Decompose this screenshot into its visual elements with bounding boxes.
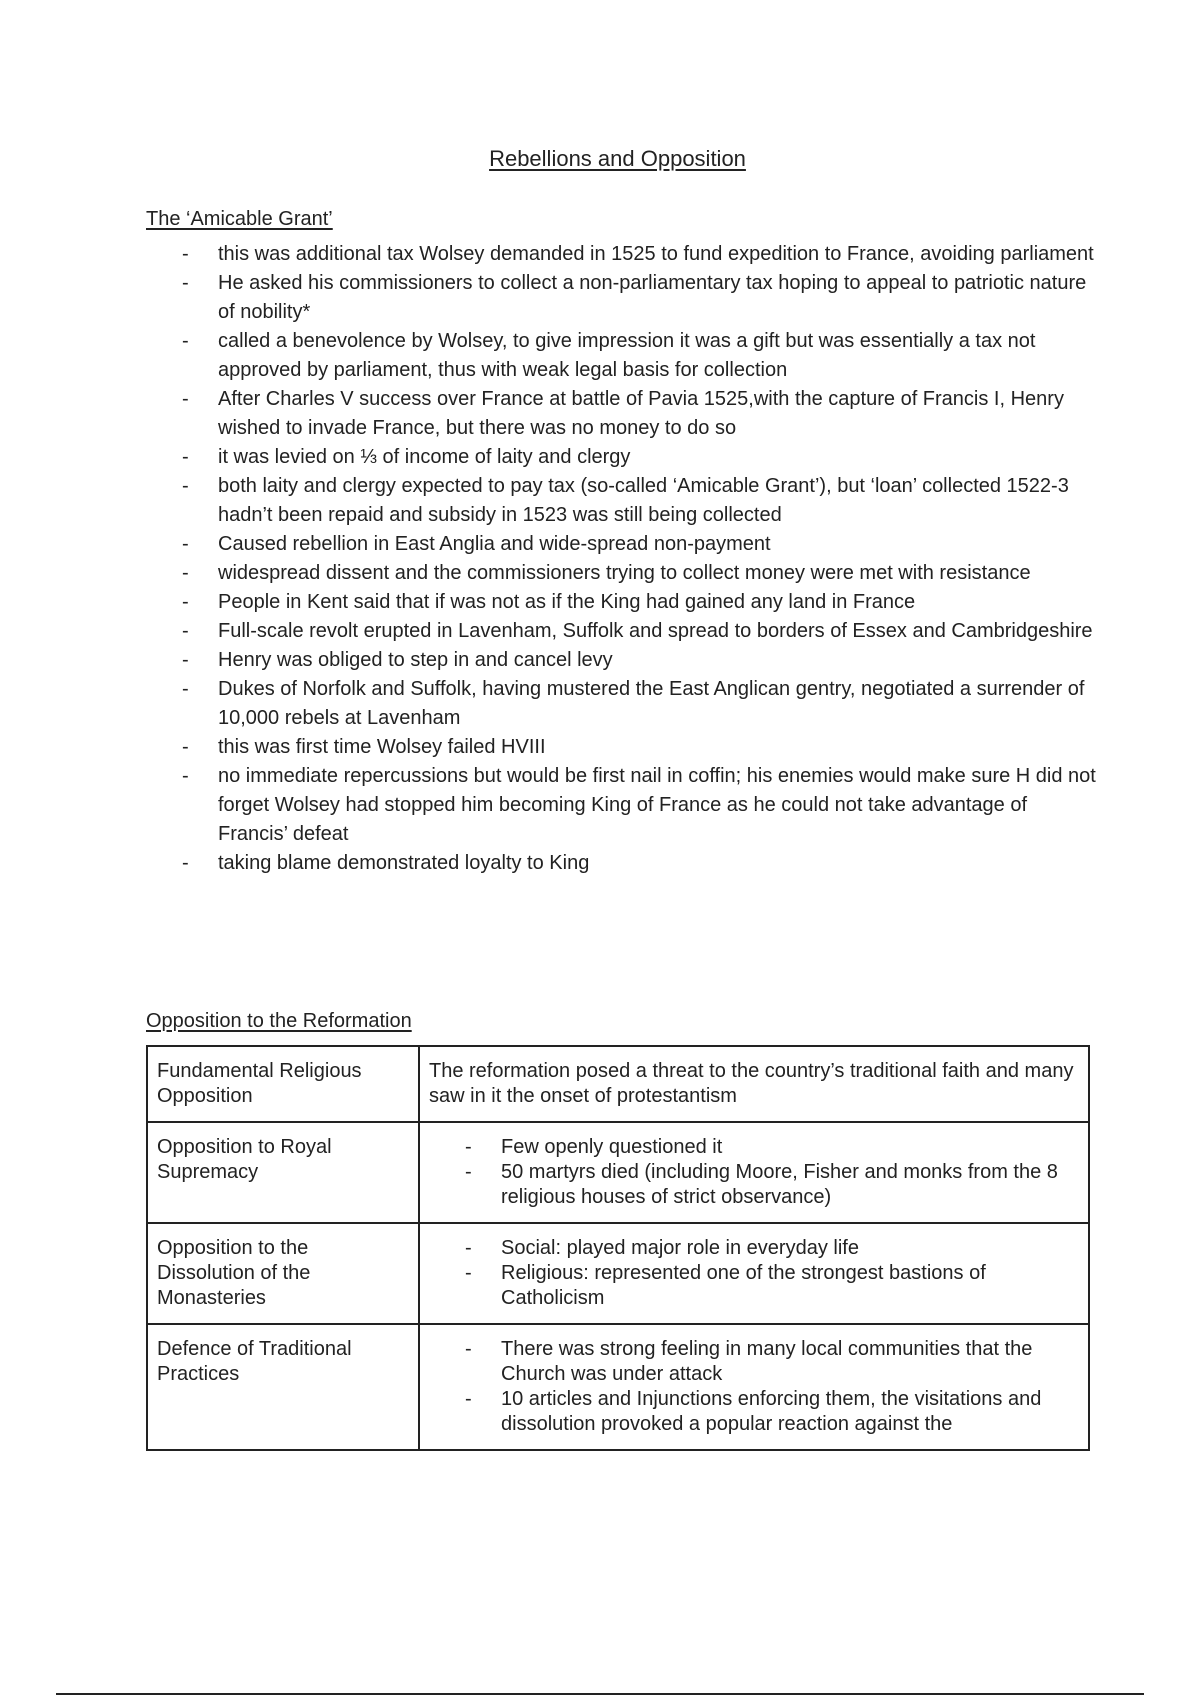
table-row (147, 1046, 1089, 1122)
list-item: - People in Kent said that if was not as if the King had gained any land in France (146, 588, 1096, 617)
dash-bullet-icon: - (182, 852, 189, 874)
row-label-cell: Fundamental Religious Opposition (147, 1046, 419, 1122)
row-label-cell: Opposition to Royal Supremacy (147, 1122, 419, 1223)
dash-bullet-icon: - (465, 1388, 472, 1410)
list-item: - taking blame demonstrated loyalty to King (146, 849, 1096, 878)
dash-bullet-icon: - (182, 678, 189, 700)
row-content-cell (419, 1324, 1089, 1450)
amicable-grant-bullet-list (146, 240, 1096, 878)
dash-bullet-icon: - (182, 475, 189, 497)
list-item: - 10 articles and Injunctions enforcing them, the visitations and dissolution provoked a popular reaction against the (465, 1388, 1042, 1435)
list-item: - no immediate repercussions but would be first nail in coffin; his enemies would make sure H did not forget Wolsey had stopped him becoming King of France as he could not take advantage of Francis’ defeat (146, 762, 1096, 849)
table-row (147, 1223, 1089, 1324)
list-item: - 50 martyrs died (including Moore, Fisher and monks from the 8 religious houses of strict observance) (465, 1161, 1058, 1208)
opposition-table (146, 1045, 1090, 1451)
dash-bullet-icon: - (182, 388, 189, 410)
list-item: - both laity and clergy expected to pay tax (so-called ‘Amicable Grant’), but ‘loan’ collected 1522-3 hadn’t been repaid and subsidy in 1523 was still being collected (146, 472, 1096, 530)
page-title: Rebellions and Opposition (489, 146, 746, 171)
list-item: - this was additional tax Wolsey demanded in 1525 to fund expedition to France, avoiding parliament (146, 240, 1096, 269)
cell-bullet-list (429, 1135, 1079, 1210)
dash-bullet-icon: - (182, 620, 189, 642)
dash-bullet-icon: - (182, 272, 189, 294)
dash-bullet-icon: - (465, 1161, 472, 1183)
list-item: - Henry was obliged to step in and cancel levy (146, 646, 1096, 675)
list-item: - it was levied on ⅓ of income of laity and clergy (146, 443, 1096, 472)
cell-bullet-list (429, 1236, 1079, 1311)
row-label-cell: Defence of Traditional Practices (147, 1324, 419, 1450)
dash-bullet-icon: - (182, 446, 189, 468)
dash-bullet-icon: - (465, 1136, 472, 1158)
table-row (147, 1122, 1089, 1223)
row-label-cell: Opposition to the Dissolution of the Monasteries (147, 1223, 419, 1324)
dash-bullet-icon: - (182, 562, 189, 584)
dash-bullet-icon: - (182, 533, 189, 555)
list-item: - After Charles V success over France at battle of Pavia 1525,with the capture of Francis I, Henry wished to invade France, but there was no money to do so (146, 385, 1096, 443)
list-item: - Few openly questioned it (465, 1136, 723, 1158)
dash-bullet-icon: - (182, 243, 189, 265)
row-content-cell: The reformation posed a threat to the country’s traditional faith and many saw in it the onset of protestantism (419, 1046, 1089, 1122)
dash-bullet-icon: - (182, 591, 189, 613)
dash-bullet-icon: - (182, 765, 189, 787)
list-item: - Full-scale revolt erupted in Lavenham, Suffolk and spread to borders of Essex and Cambridgeshire (146, 617, 1096, 646)
list-item: - Dukes of Norfolk and Suffolk, having mustered the East Anglican gentry, negotiated a surrender of 10,000 rebels at Lavenham (146, 675, 1096, 733)
dash-bullet-icon: - (182, 649, 189, 671)
dash-bullet-icon: - (465, 1338, 472, 1360)
page-bottom-divider (56, 1693, 1144, 1695)
row-content-cell (419, 1223, 1089, 1324)
dash-bullet-icon: - (465, 1237, 472, 1259)
opposition-reformation-heading: Opposition to the Reformation (146, 1010, 412, 1032)
amicable-grant-heading: The ‘Amicable Grant’ (146, 208, 333, 230)
list-item: - Caused rebellion in East Anglia and wide-spread non-payment (146, 530, 1096, 559)
list-item: - Religious: represented one of the strongest bastions of Catholicism (465, 1262, 986, 1309)
list-item: - this was first time Wolsey failed HVIII (146, 733, 1096, 762)
list-item: - He asked his commissioners to collect a non-parliamentary tax hoping to appeal to patriotic nature of nobility* (146, 269, 1096, 327)
table-row (147, 1324, 1089, 1450)
list-item: - Social: played major role in everyday life (465, 1237, 859, 1259)
dash-bullet-icon: - (465, 1262, 472, 1284)
row-content-cell (419, 1122, 1089, 1223)
list-item: - There was strong feeling in many local communities that the Church was under attack (465, 1338, 1033, 1385)
dash-bullet-icon: - (182, 330, 189, 352)
dash-bullet-icon: - (182, 736, 189, 758)
list-item: - called a benevolence by Wolsey, to give impression it was a gift but was essentially a tax not approved by parliament, thus with weak legal basis for collection (146, 327, 1096, 385)
list-item: - widespread dissent and the commissioners trying to collect money were met with resistance (146, 559, 1096, 588)
cell-bullet-list (429, 1337, 1079, 1437)
